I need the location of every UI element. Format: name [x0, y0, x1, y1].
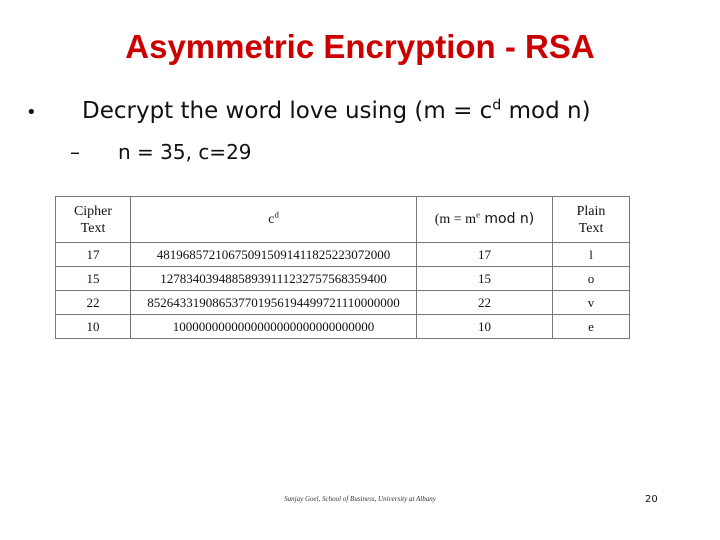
- cipher-cell: 10: [56, 315, 131, 339]
- plain-cell: l: [553, 243, 630, 267]
- sub-bullet: [70, 140, 252, 164]
- cipher-cell: 15: [56, 267, 131, 291]
- page-number: 20: [645, 494, 658, 505]
- bullet-superscript: d: [492, 97, 502, 114]
- table-row: [56, 267, 630, 291]
- cd-cell: 12783403948858939111232757568359400: [131, 267, 417, 291]
- header-cd: $c^d$: [131, 197, 417, 243]
- m-cell: 10: [417, 315, 553, 339]
- cd-cell: 852643319086537701956194499721110000000: [131, 291, 417, 315]
- plain-cell: o: [553, 267, 630, 291]
- bullet-text-before: Decrypt the word love using (m = c: [82, 98, 493, 124]
- header-m-formula: ($m = m^e$ mod n): [417, 197, 553, 243]
- bullet-text-after: mod n): [501, 98, 591, 124]
- plain-cell: e: [553, 315, 630, 339]
- cd-cell: 1000000000000000000000000000000: [131, 315, 417, 339]
- m-cell: 22: [417, 291, 553, 315]
- plain-cell: v: [553, 291, 630, 315]
- table-row: [56, 315, 630, 339]
- footer-credit: Sanjay Goel, School of Business, University at Albany: [284, 495, 436, 503]
- slide-title: Asymmetric Encryption - RSA: [125, 28, 595, 65]
- cipher-cell: 17: [56, 243, 131, 267]
- cd-cell: 481968572106750915091411825223072000: [131, 243, 417, 267]
- bullet-marker: •: [26, 102, 37, 123]
- main-bullet: [26, 98, 591, 124]
- cipher-cell: 22: [56, 291, 131, 315]
- sub-bullet-text: n = 35, c=29: [118, 140, 252, 164]
- table-header-row: [56, 197, 630, 243]
- table-row: [56, 243, 630, 267]
- m-cell: 17: [417, 243, 553, 267]
- header-cipher-text: Cipher Text: [56, 197, 131, 243]
- sub-bullet-marker: –: [70, 140, 80, 164]
- rsa-table: [55, 196, 630, 339]
- table-row: [56, 291, 630, 315]
- header-plain-text: Plain Text: [553, 197, 630, 243]
- m-cell: 15: [417, 267, 553, 291]
